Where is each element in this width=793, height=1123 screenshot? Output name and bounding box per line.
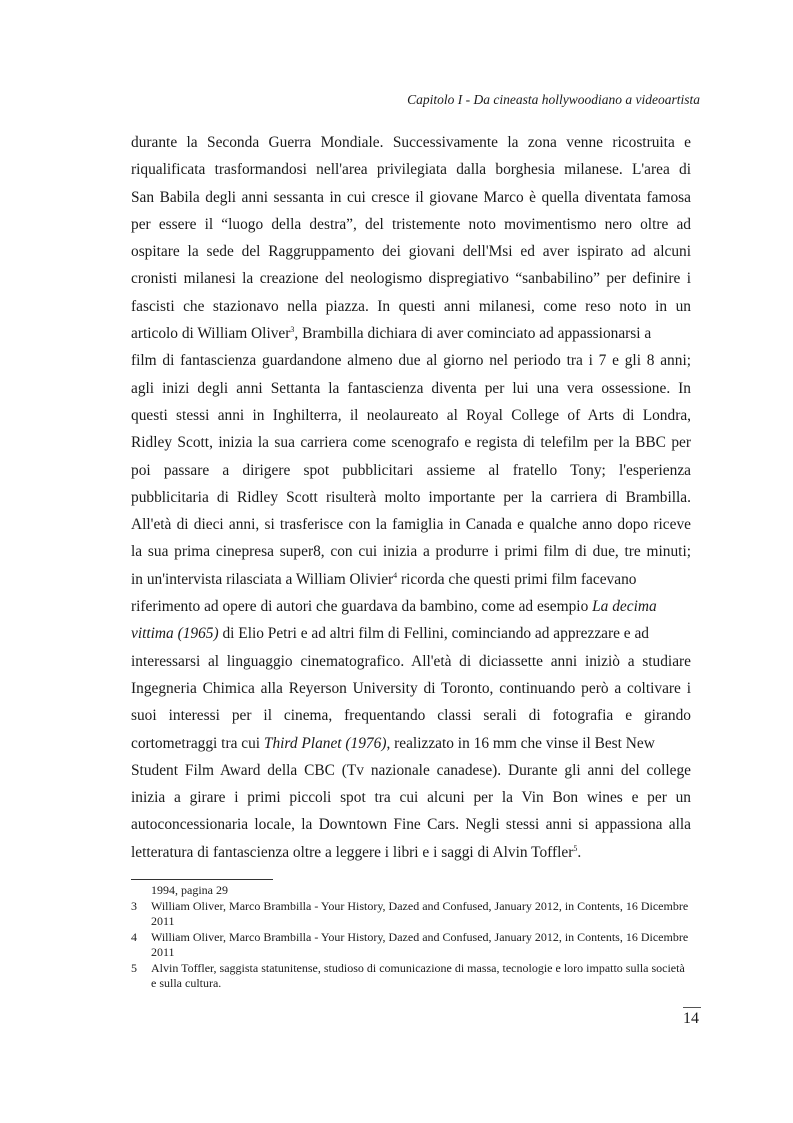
text-line (131, 320, 691, 347)
page-number: 14 (683, 1010, 699, 1027)
footnote-number: 3 (131, 898, 137, 913)
text-line: interessarsi al linguaggio cinematografico. All'età di diciassette anni iniziò a studiare (131, 652, 691, 670)
text-line: autoconcessionaria locale, la Downtown Fine Cars. Negli stessi anni si appassiona alla (131, 816, 691, 834)
footnote-number: 5 (131, 960, 137, 975)
text-line (131, 839, 691, 866)
text-line: Student Film Award della CBC (Tv nazionale canadese). Durante gli anni del college (131, 761, 691, 779)
text-line: agli inizi degli anni Settanta la fantascienza diventa per lui una vera ossessione. In (131, 379, 691, 397)
footnote-ref: 5 (573, 843, 578, 853)
text-segment: letteratura di fantascienza oltre a leggere i libri e i saggi di Alvin Toffler (131, 843, 574, 861)
text-line (131, 593, 691, 620)
footnote-ref: 3 (290, 325, 295, 335)
running-header: Capitolo I - Da cineasta hollywoodiano a videoartista (407, 92, 700, 107)
text-line: suoi interessi per il cinema, frequentando classi serali di fotografia e girando (131, 707, 691, 725)
film-title: vittima (1965) (131, 625, 219, 643)
text-line: per essere il “luogo della destra”, del tristemente noto movimentismo nero oltre ad (131, 215, 691, 233)
footnote-text: 1994, pagina 29 (151, 883, 228, 897)
text-line: All'età di dieci anni, si trasferisce con la famiglia in Canada e qualche anno dopo riceve (131, 516, 691, 534)
text-segment: riferimento ad opere di autori che guardava da bambino, come ad esempio (131, 598, 593, 616)
footnote-item (131, 899, 693, 930)
text-line: inizia a girare i primi piccoli spot tra cui alcuni per la Vin Bon wines e per un (131, 789, 691, 807)
footnote-text: Alvin Toffler, saggista statunitense, studioso di comunicazione di massa, tecnologie e loro impatto sulla società e sulla cultura. (151, 960, 685, 990)
text-segment: , realizzato in 16 mm che vinse il Best New (386, 734, 655, 752)
text-segment: ricorda che questi primi film facevano (397, 570, 637, 588)
text-line: Ridley Scott, inizia la sua carriera come scenografo e regista di telefilm per la BBC per (131, 434, 691, 452)
text-segment: in un'intervista rilasciata a William Olivier (131, 570, 394, 588)
text-line: ospitare la sede del Raggruppamento dei giovani dell'Msi ed aver ispirato ad alcuni (131, 243, 691, 261)
text-line (131, 620, 691, 647)
text-line: film di fantascienza guardandone almeno due al giorno nel periodo tra i 7 e gli 8 anni; (131, 352, 691, 370)
text-line: pubblicitaria di Ridley Scott risulterà molto importante per la carriera di Brambilla. (131, 488, 691, 506)
footnote-text: William Oliver, Marco Brambilla - Your History, Dazed and Confused, January 2012, in Contents, 16 Dicembre 2011 (151, 929, 689, 959)
footnote-ref: 4 (393, 570, 398, 580)
text-line: questi stessi anni in Inghilterra, il neolaureato al Royal College of Arts di Londra, (131, 406, 691, 424)
text-line: durante la Seconda Guerra Mondiale. Successivamente la zona venne ricostruita e (131, 134, 691, 151)
text-line: fascisti che stazionavo nella piazza. In questi anni milanesi, come reso noto in un (131, 297, 691, 315)
film-title: Third Planet (1976) (263, 734, 387, 752)
footnote-item (131, 961, 693, 992)
footnote-separator (131, 879, 273, 880)
page-number-rule (683, 1007, 701, 1008)
text-line (131, 566, 691, 593)
text-segment: , Brambilla dichiara di aver cominciato ad appassionarsi a (294, 325, 652, 343)
text-line: cronisti milanesi la creazione del neologismo dispregiativo “sanbabilino” per definire i (131, 270, 691, 288)
text-line: riqualificata trasformandosi nell'area privilegiata dalla borghesia milanese. L'area di (131, 161, 691, 179)
footnote-item (131, 930, 693, 961)
text-segment: . (577, 843, 582, 861)
text-line: Ingegneria Chimica alla Reyerson University di Toronto, continuando però a coltivare i (131, 679, 691, 697)
text-segment: cortometraggi tra cui (131, 734, 264, 752)
footnotes (131, 883, 693, 992)
footnote-text: William Oliver, Marco Brambilla - Your History, Dazed and Confused, January 2012, in Contents, 16 Dicembre 2011 (151, 898, 689, 928)
body-text (131, 129, 691, 866)
text-segment: articolo di William Oliver (131, 325, 291, 343)
film-title: La decima (592, 598, 657, 616)
text-segment: di Elio Petri e ad altri film di Fellini, cominciando ad apprezzare e ad (218, 625, 649, 643)
text-line: poi passare a dirigere spot pubblicitari assieme al fratello Tony; l'esperienza (131, 461, 691, 479)
footnote-number: 4 (131, 929, 137, 944)
text-line: San Babila degli anni sessanta in cui cresce il giovane Marco è quella diventata famosa (131, 188, 691, 206)
text-line (131, 730, 691, 757)
text-line: la sua prima cinepresa super8, con cui inizia a produrre i primi film di due, tre minuti; (131, 543, 691, 561)
footnote-continued (131, 883, 693, 899)
